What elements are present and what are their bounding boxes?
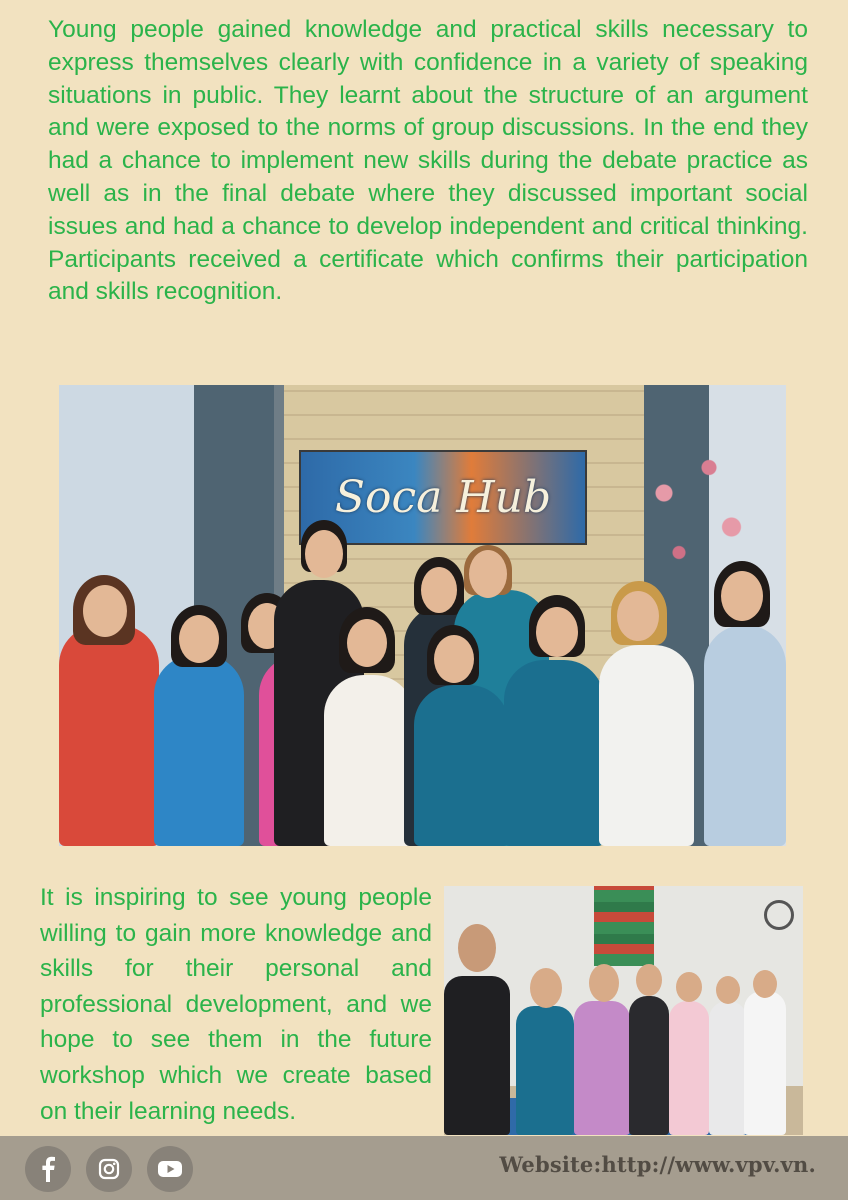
facebook-icon[interactable] [25, 1146, 71, 1192]
closing-paragraph: It is inspiring to see young people willing to gain more knowledge and skills for their personal and professional development, and we hope to see them in the future workshop which we create based on their learning needs. [40, 884, 432, 1125]
sign-text: Soca Hub [334, 472, 552, 523]
intro-paragraph: Young people gained knowledge and practical skills necessary to express themselves clearly with confidence in a variety of speaking situations in public. They learnt about the structure of an argument and were exposed to the norms of group discussions. In the end they had a chance to implement new skills during the debate practice as well as in the final debate where they discussed important social issues and had a chance to develop independent and critical thinking. Participants received a certificate which confirms their participation and skills recognition. [48, 16, 808, 306]
workshop-photo [444, 886, 803, 1135]
youtube-icon[interactable] [147, 1146, 193, 1192]
instagram-icon[interactable] [86, 1146, 132, 1192]
website-link[interactable]: Website:http://www.vpv.vn. [499, 1152, 816, 1177]
footer-bar [0, 1136, 848, 1200]
group-photo [59, 385, 786, 846]
